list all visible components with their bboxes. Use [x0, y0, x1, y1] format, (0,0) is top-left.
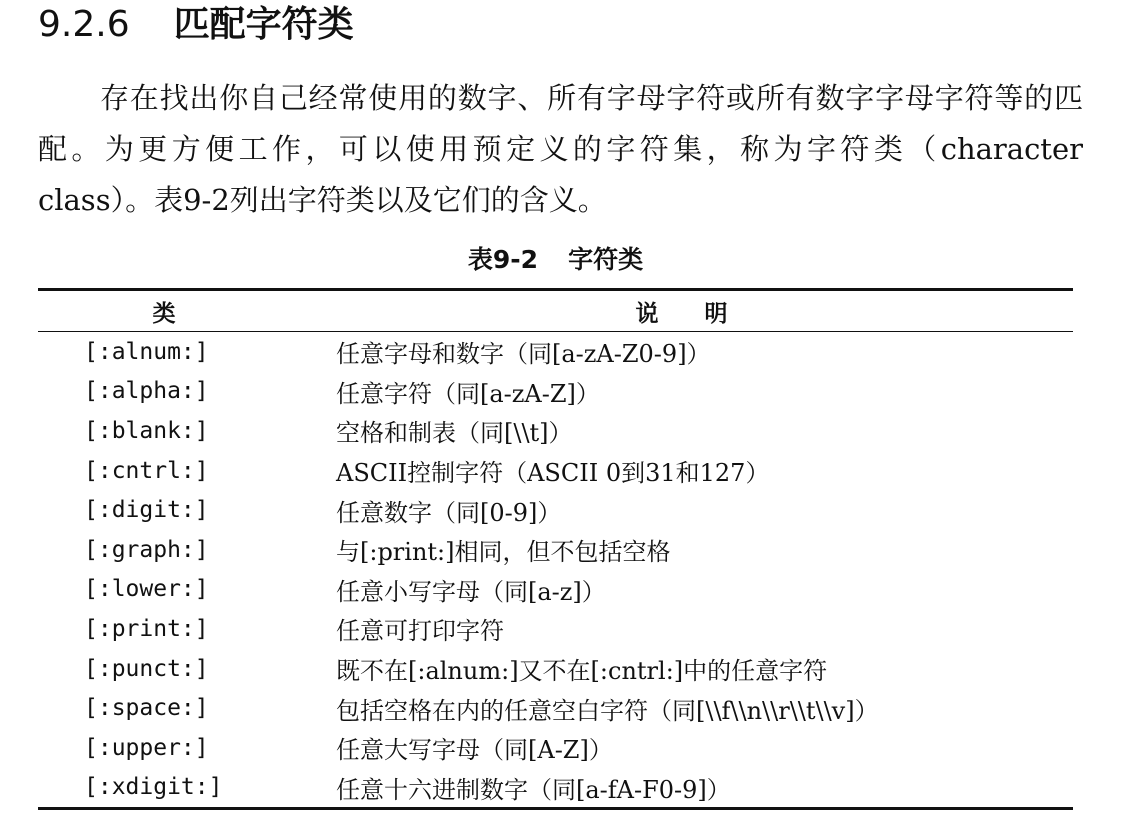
class-name-cell: [:graph:]	[84, 536, 209, 563]
table-row	[38, 688, 1073, 728]
table-row	[38, 490, 1073, 530]
class-description-cell: 任意字符（同[a-zA-Z]）	[336, 379, 600, 408]
class-name-cell: [:xdigit:]	[38, 768, 290, 809]
class-name-cell: [:alnum:]	[84, 338, 209, 365]
class-description-cell: 任意字母和数字（同[a-zA-Z0-9]）	[336, 340, 711, 369]
section-number: 9.2.6	[38, 4, 130, 45]
character-class-table	[38, 288, 1073, 810]
class-description-cell: 任意小写字母（同[a-z]）	[336, 577, 606, 606]
class-name-cell: [:space:]	[84, 695, 209, 722]
table-row	[38, 768, 1073, 809]
class-name-cell: [:digit:]	[84, 497, 209, 524]
table-body	[38, 332, 1073, 809]
class-name-cell: [:lower:]	[84, 576, 209, 603]
intro-paragraph: 存在找出你自己经常使用的数字、所有字母字符或所有数字字母字符等的匹配。为更方便工作，可以使用预定义的字符集，称为字符类（character class）。表9-2列出字符类以及它们的含义。	[38, 81, 1083, 217]
class-name-cell: [:blank:]	[84, 417, 209, 444]
class-name-cell: [:cntrl:]	[84, 457, 209, 484]
table-row	[38, 332, 1073, 372]
class-name-cell: [:print:]	[84, 615, 209, 642]
table-caption-title: 字符类	[568, 245, 644, 274]
table-row	[38, 609, 1073, 649]
table-row	[38, 728, 1073, 768]
class-description-cell: 包括空格在内的任意空白字符（同[\\f\\n\\r\\t\\v]）	[336, 696, 879, 725]
table-row	[38, 411, 1073, 451]
table-header-row	[38, 290, 1073, 332]
table-row	[38, 570, 1073, 610]
class-name-cell: [:alpha:]	[84, 378, 209, 405]
class-description-cell: 任意大写字母（同[A-Z]）	[336, 736, 613, 765]
table-row	[38, 649, 1073, 689]
table-caption	[38, 243, 1073, 277]
class-description-cell: 任意数字（同[0-9]）	[336, 498, 562, 527]
class-description-cell: 既不在[:alnum:]又不在[:cntrl:]中的任意字符	[336, 657, 828, 686]
class-description-cell: 任意十六进制数字（同[a-fA-F0-9]）	[290, 768, 1073, 809]
class-name-cell: [:punct:]	[84, 655, 209, 682]
class-description-cell: 任意可打印字符	[336, 617, 504, 646]
section-title: 匹配字符类	[173, 4, 354, 45]
class-description-cell: ASCII控制字符（ASCII 0到31和127）	[336, 459, 770, 488]
column-header-description: 说明	[290, 290, 1073, 332]
table-row	[38, 451, 1073, 491]
table-row	[38, 530, 1073, 570]
class-description-cell: 空格和制表（同[\\t]）	[336, 419, 573, 448]
table-row	[38, 372, 1073, 412]
class-description-cell: 与[:print:]相同，但不包括空格	[336, 538, 671, 567]
column-header-class: 类	[38, 290, 290, 332]
table-caption-number: 表9-2	[467, 245, 539, 274]
class-name-cell: [:upper:]	[84, 734, 209, 761]
section-heading	[38, 2, 354, 48]
